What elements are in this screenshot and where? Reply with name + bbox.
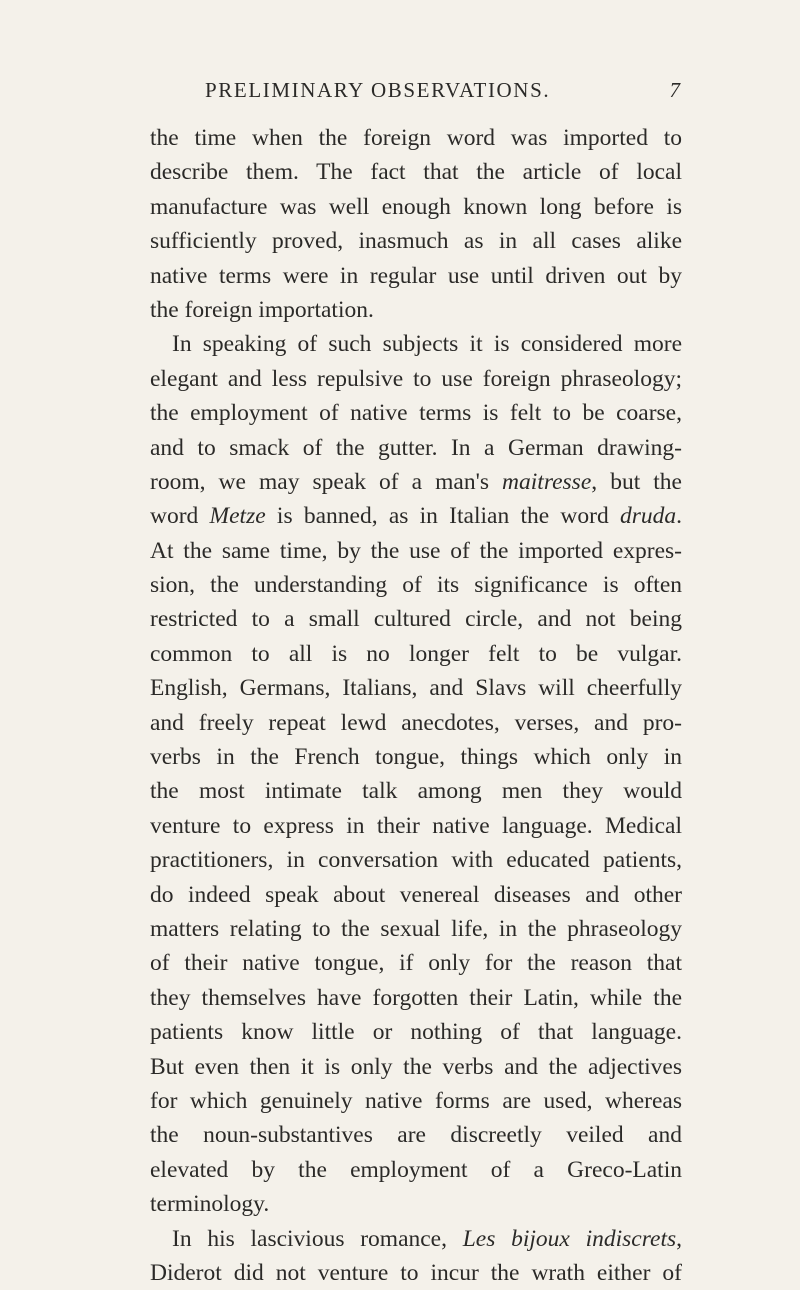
text-line: English, Germans, Italians, and Slavs will cheerfully [150, 675, 682, 702]
text-line: verbs in the French tongue, things which only in [150, 744, 682, 771]
text-line: native terms were in regular use until driven out by [150, 262, 682, 289]
text-line: But even then it is only the verbs and the adjectives [150, 1053, 682, 1080]
text-line: the time when the foreign word was imported to [150, 125, 682, 151]
text-line: the employment of native terms is felt to be coarse, [150, 400, 682, 427]
text-line: do indeed speak about venereal diseases and other [150, 881, 682, 908]
text-line: In speaking of such subjects it is considered more [172, 331, 682, 358]
header-title: PRELIMINARY OBSERVATIONS. [205, 78, 551, 102]
text-line: sion, the understanding of its significance is often [150, 572, 682, 599]
text-line: patients know little or nothing of that language. [150, 1019, 682, 1046]
text-line: matters relating to the sexual life, in the phraseology [150, 915, 682, 942]
text-line: word Metze is banned, as in Italian the word druda. [150, 503, 682, 530]
body-text [150, 121, 682, 1290]
text-line: elegant and less repulsive to use foreign phraseology; [150, 365, 682, 392]
text-line: common to all is no longer felt to be vulgar. [150, 640, 682, 667]
text-line: practitioners, in conversation with educated patients, [150, 847, 682, 874]
text-line: they themselves have forgotten their Latin, while the [150, 984, 682, 1011]
text-line: manufacture was well enough known long before is [150, 193, 682, 220]
text-line: In his lascivious romance, Les bijoux indiscrets, [172, 1225, 682, 1252]
text-line: sufficiently proved, inasmuch as in all cases alike [150, 228, 682, 255]
text-line: restricted to a small cultured circle, and not being [150, 606, 682, 633]
text-line: At the same time, by the use of the imported expres- [150, 537, 682, 564]
text-line: describe them. The fact that the article of local [150, 159, 682, 186]
text-line: venture to express in their native language. Medical [150, 812, 682, 839]
text-line: elevated by the employment of a Greco-Latin [150, 1156, 682, 1183]
page-number: 7 [669, 78, 680, 102]
text-line: and to smack of the gutter. In a German drawing- [150, 434, 682, 461]
text-line: of their native tongue, if only for the reason that [150, 950, 682, 977]
running-header [205, 78, 680, 103]
text-line: and freely repeat lewd anecdotes, verses, and pro- [150, 709, 682, 736]
text-line: the most intimate talk among men they would [150, 778, 682, 805]
text-line: room, we may speak of a man's maitresse, but the [150, 468, 682, 495]
text-line: Diderot did not venture to incur the wrath either of [150, 1259, 682, 1286]
text-line: the noun-substantives are discreetly veiled and [150, 1122, 682, 1149]
text-line: the foreign importation. [150, 296, 374, 323]
text-line: terminology. [150, 1191, 270, 1218]
text-line: for which genuinely native forms are used, whereas [150, 1087, 682, 1114]
